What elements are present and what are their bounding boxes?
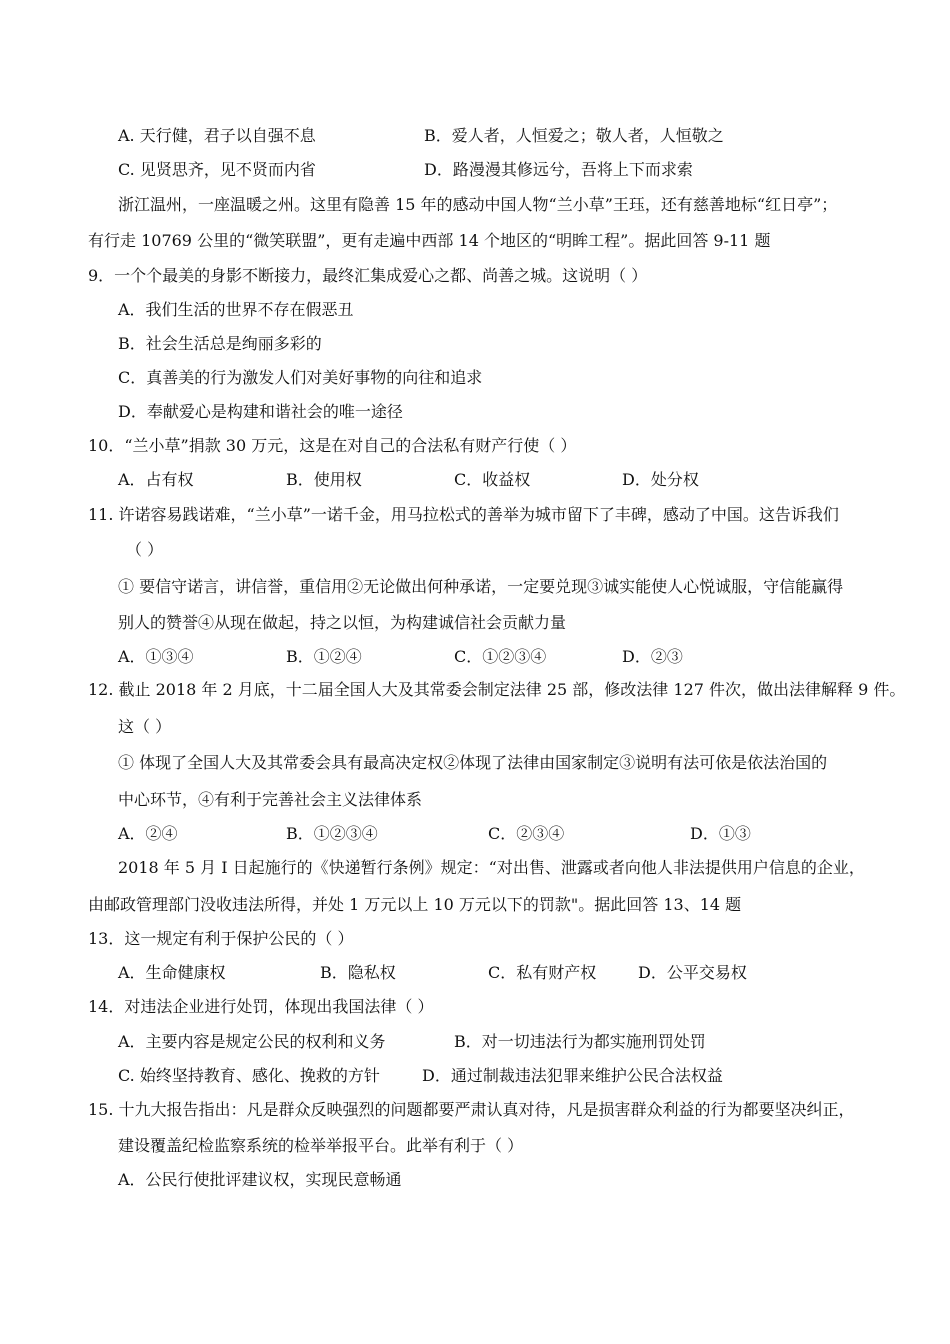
q13-option-a: A．生命健康权 [118,963,226,982]
q9-stem: 9．一个个最美的身影不断接力，最终汇集成爱心之都、尚善之城。这说明（ ） [88,266,648,285]
passage-2-line-2: 由邮政管理部门没收违法所得，并处 1 万元以上 10 万元以下的罚款"。据此回答 13、14 题 [88,895,742,914]
q13-option-d: D．公平交易权 [638,963,747,982]
q14-option-d: D．通过制裁违法犯罪来维护公民合法权益 [422,1066,723,1085]
q9-option-a: A．我们生活的世界不存在假恶丑 [118,300,354,319]
q13-option-c: C．私有财产权 [488,963,597,982]
q8-option-a: A. 天行健，君子以自强不息 [118,126,316,145]
q9-option-c: C．真善美的行为激发人们对美好事物的向往和追求 [118,368,483,387]
q12-option-b: B．①②③④ [286,824,378,843]
q15-stem-line-1: 15. 十九大报告指出：凡是群众反映强烈的问题都要严肃认真对待，凡是损害群众利益的行为都要坚决纠正， [88,1100,855,1119]
q15-option-a: A．公民行使批评建议权，实现民意畅通 [118,1170,402,1189]
q12-option-c: C．②③④ [488,824,565,843]
q11-option-b: B．①②④ [286,647,362,666]
q8-option-d: D．路漫漫其修远兮，吾将上下而求索 [424,160,693,179]
q15-stem-line-2: 建设覆盖纪检监察系统的检举举报平台。此举有利于（ ） [118,1136,524,1155]
q11-option-c: C．①②③④ [454,647,547,666]
q8-option-b: B．爱人者，人恒爱之；敬人者，人恒敬之 [424,126,724,145]
q10-option-a: A．占有权 [118,470,194,489]
q12-statements-line-2: 中心环节，④有利于完善社会主义法律体系 [118,790,423,809]
q12-statements-line-1: ① 体现了全国人大及其常委会具有最高决定权②体现了法律由国家制定③说明有法可依是依法治国的 [118,753,828,772]
q10-option-d: D．处分权 [622,470,699,489]
q12-option-d: D．①③ [690,824,751,843]
q14-stem: 14．对违法企业进行处罚，体现出我国法律（ ） [88,997,434,1016]
q11-statements-line-1: ① 要信守诺言，讲信誉，重信用②无论做出何种承诺，一定要兑现③诚实能使人心悦诚服，守信能赢得 [118,577,844,596]
q10-option-c: C．收益权 [454,470,531,489]
q12-stem-line-2: 这（ ） [118,717,172,736]
passage-1-line-2: 有行走 10769 公里的“微笑联盟”，更有走遍中西部 14 个地区的“明眸工程”。据此回答 9-11 题 [88,231,771,250]
q12-option-a: A．②④ [118,824,178,843]
passage-2-line-1: 2018 年 5 月 I 日起施行的《快递暂行条例》规定：“对出售、泄露或者向他人非法提供用户信息的企业， [118,858,865,877]
passage-1-line-1: 浙江温州，一座温暖之州。这里有隐善 15 年的感动中国人物“兰小草”王珏，还有慈善地标“红日亭”； [118,195,838,214]
q9-option-b: B．社会生活总是绚丽多彩的 [118,334,322,353]
q11-option-d: D．②③ [622,647,683,666]
q13-stem: 13．这一规定有利于保护公民的（ ） [88,929,354,948]
q14-option-c: C. 始终坚持教育、感化、挽救的方针 [118,1066,380,1085]
q12-stem-line-1: 12. 截止 2018 年 2 月底，十二届全国人大及其常委会制定法律 25 部，修改法律 127 件次，做出法律解释 9 件。 [88,680,906,699]
q10-option-b: B．使用权 [286,470,362,489]
q11-statements-line-2: 别人的赞誉④从现在做起，持之以恒，为构建诚信社会贡献力量 [118,613,567,632]
q14-option-b: B．对一切违法行为都实施刑罚处罚 [454,1032,706,1051]
q10-stem: 10．“兰小草”捐款 30 万元，这是在对自己的合法私有财产行使（ ） [88,436,577,455]
q11-stem-line-1: 11. 许诺容易践诺难，“兰小草”一诺千金，用马拉松式的善举为城市留下了丰碑，感动了中国。这告诉我们 [88,505,839,524]
q8-option-c: C. 见贤思齐，见不贤而内省 [118,160,316,179]
q14-option-a: A．主要内容是规定公民的权利和义务 [118,1032,386,1051]
q11-option-a: A．①③④ [118,647,194,666]
q13-option-b: B．隐私权 [320,963,396,982]
q9-option-d: D．奉献爱心是构建和谐社会的唯一途径 [118,402,403,421]
q11-stem-line-2: （ ） [126,540,164,559]
